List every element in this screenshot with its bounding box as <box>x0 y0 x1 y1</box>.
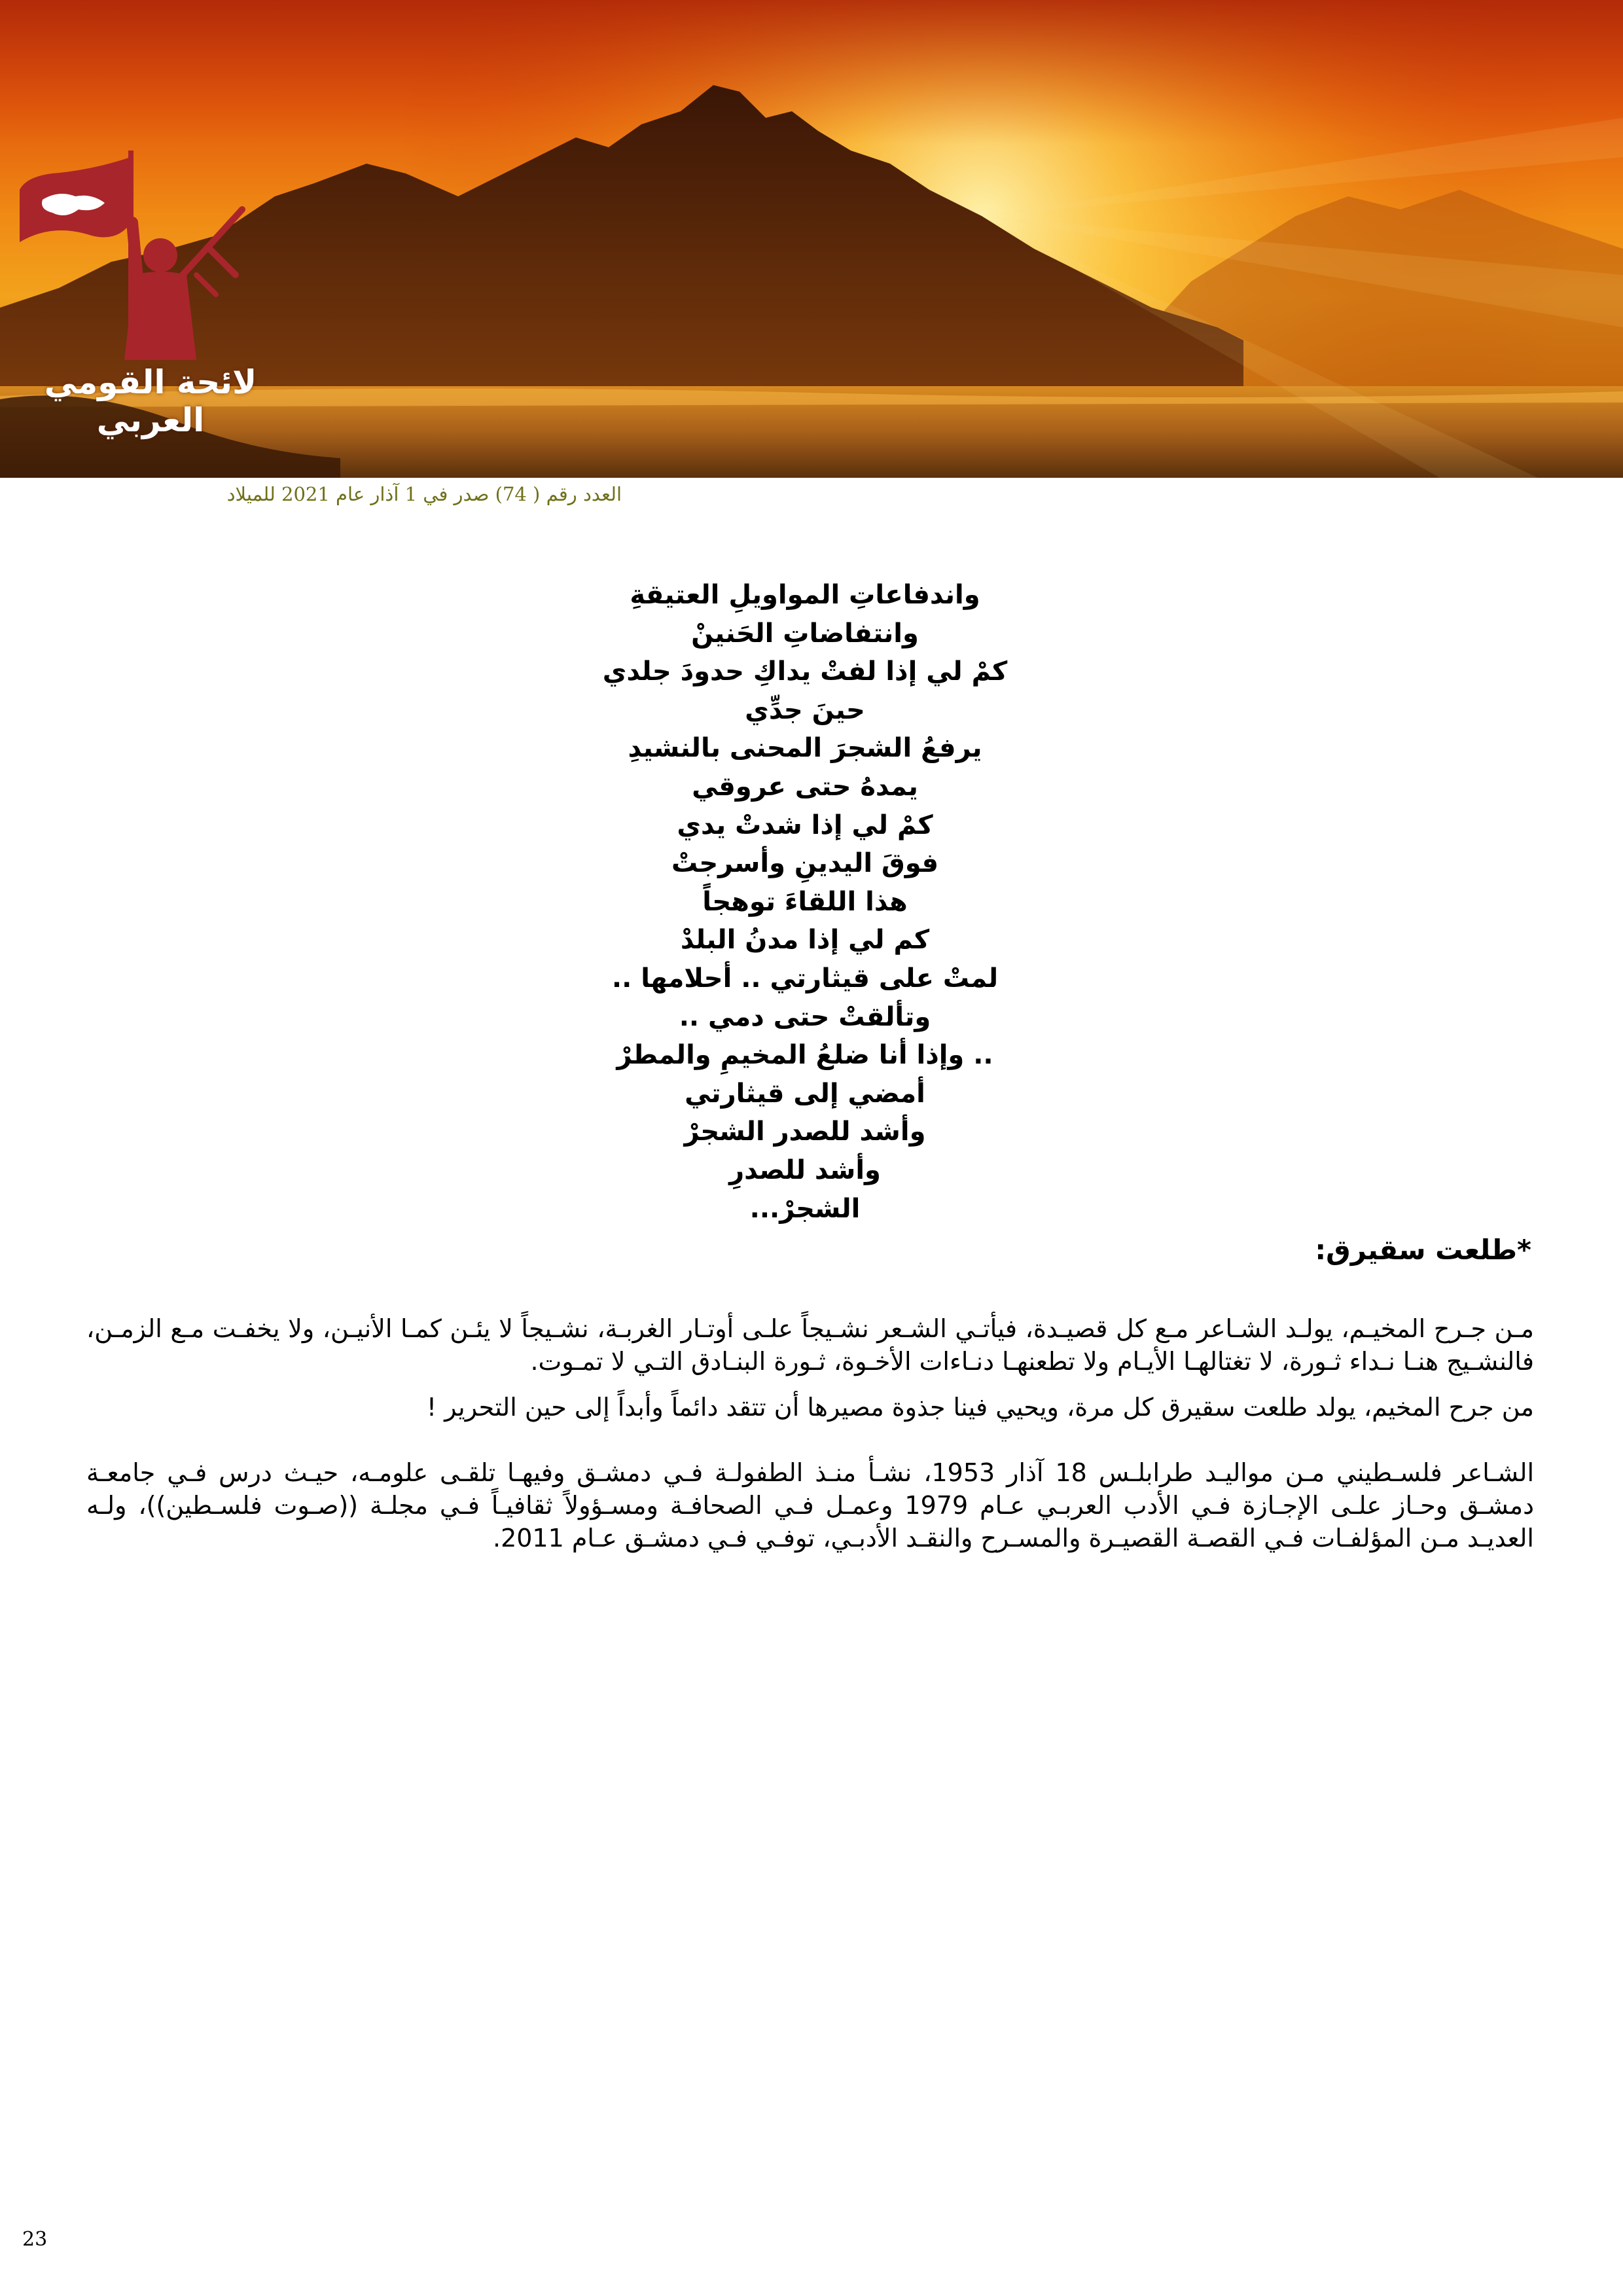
bio-title: *طلعت سقيرق: <box>1315 1234 1531 1266</box>
poem-line: وتألقتْ حتى دمي .. <box>679 1001 931 1032</box>
bio-paragraph-2: من جرح المخيم، يولد طلعت سقيرق كل مرة، ويحيي فينا جذوة مصيرها أن تتقد دائماً وأبداً إلى حين التحرير ! <box>426 1393 1534 1422</box>
header-banner <box>0 0 1623 478</box>
poem-line: كم لي إذا مدنُ البلدْ <box>680 925 930 956</box>
poem-line: واندفاعاتِ المواويلِ العتيقةِ <box>630 580 980 610</box>
poem-line: حينَ جدِّي <box>745 694 865 725</box>
poem-line: فوقَ اليدينِ وأسرجتْ <box>671 848 939 879</box>
bio-paragraph-1: مـن جـرح المخيـم، يولـد الشـاعر مـع كل قصيـدة، فيأتـي الشـعر نشـيجاً علـى أوتـار الغربـة، نشـيجاً لا يئـن كمـا الأنيـن، ولا يخفـت مـع الزمـن، فالنشـيج هنـا نـداء ثـورة، لا تغتالهـا الأيـام ولا تطعنهـا دنـاءات الأخـوة، ثـورة البنـادق التـي لا تمـوت. <box>86 1314 1534 1376</box>
poem-line: كمْ لي إذا لفتْ يداكِ حدودَ جلدي <box>602 656 1008 687</box>
issue-line: العدد رقم ( 74) صدر في 1 آذار عام 2021 للميلاد <box>226 483 622 505</box>
logo-text: لائحة القومي العربي <box>44 363 257 439</box>
poem-line: وأشد للصدرِ <box>729 1155 881 1185</box>
poem-line: يرفعُ الشجرَ المحنى بالنشيدِ <box>628 733 982 764</box>
poem-line: وأشد للصدر الشجرْ <box>684 1117 926 1147</box>
poem-line: كمْ لي إذا شدتْ يدي <box>677 810 933 840</box>
poem-line: يمدهُ حتى عروقي <box>692 771 918 802</box>
poem-line: .. وإذا أنا ضلعُ المخيمِ والمطرْ <box>616 1040 993 1071</box>
bio-paragraph-3: الشـاعر فلسـطيني مـن مواليـد طرابلـس 18 آذار 1953، نشـأ منـذ الطفولـة فـي دمشـق وفيهـا تلقـى علومـه، حيـث درس فـي جامعـة دمشـق وحـاز علـى الإجـازة فـي الأدب العربـي عـام 1979 وعمـل فـي الصحافـة ومسـؤولاً ثقافيـاً فـي مجلـة ((صـوت فلسـطين))، ولـه العديـد مـن المؤلفـات فـي القصـة القصيـرة والمسـرح والنقـد الأدبـي، توفـي فـي دمشـق عـام 2011. <box>86 1458 1535 1552</box>
poem-line: وانتفاضاتِ الحَنينْ <box>691 618 919 649</box>
poem-line: لمتْ على قيثارتي .. أحلامها .. <box>611 963 999 994</box>
poem <box>393 576 1217 1228</box>
page-number: 23 <box>22 2228 48 2251</box>
poem-line: الشجرْ... <box>749 1193 861 1224</box>
poem-line: هذا اللقاءَ توهجاً <box>702 886 908 917</box>
poem-line: أمضي إلى قيثارتي <box>685 1078 925 1109</box>
